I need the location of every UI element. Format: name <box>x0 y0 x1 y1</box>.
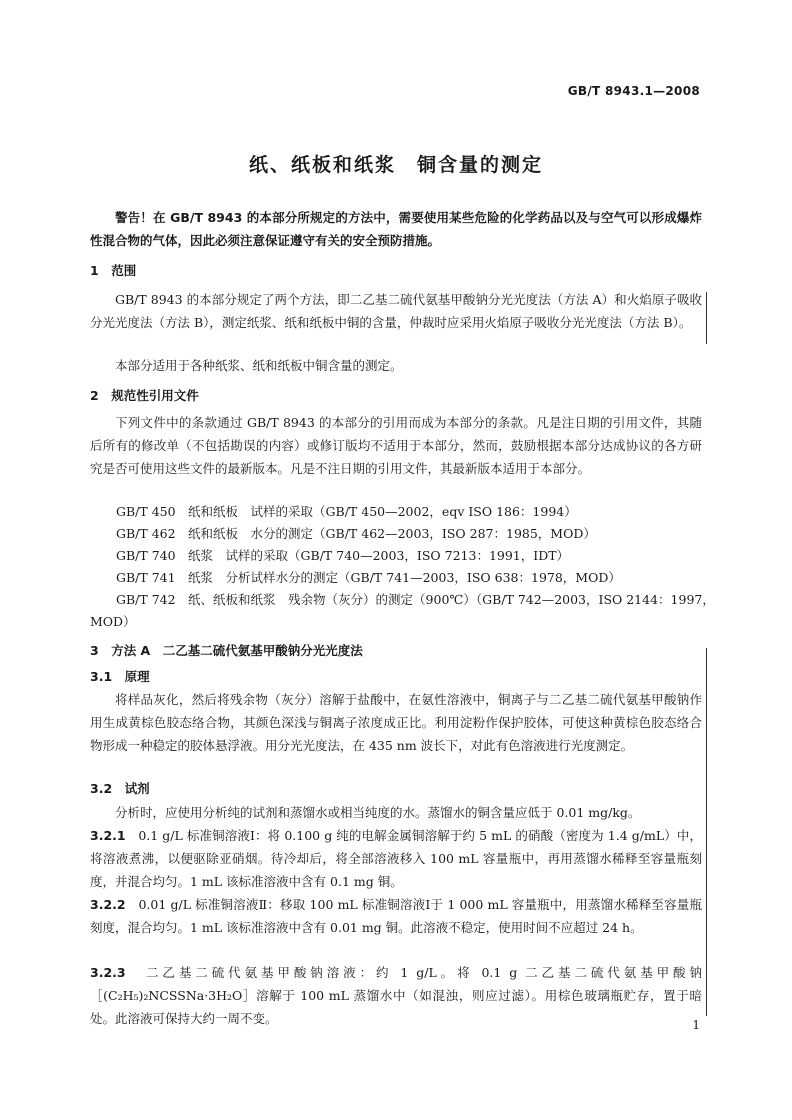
clause-number: 3.2.2 <box>90 897 126 912</box>
clause-text: 0.01 g/L 标准铜溶液Ⅱ：移取 100 mL 标准铜溶液Ⅰ于 1 000 mL 容量瓶中，用蒸馏水稀释至容量瓶刻度，混合均匀。1 mL 该标准溶液中含有 0.01 mg 铜。此溶液不稳定，使用时间不应超过 24 h。 <box>90 897 702 935</box>
page-number: 1 <box>692 1018 700 1032</box>
clause-number: 3.2.1 <box>90 828 126 843</box>
section-1-paragraph: GB/T 8943 的本部分规定了两个方法，即二乙基二硫代氨基甲酸钠分光光度法（方法 A）和火焰原子吸收分光光度法（方法 B），测定纸浆、纸和纸板中铜的含量，仲裁时应采用火焰原子吸收分光光度法（方法 B）。 <box>90 292 702 330</box>
document-code: GB/T 8943.1—2008 <box>567 84 700 98</box>
clause-3-2-3 <box>90 961 702 1030</box>
reference-item: GB/T 450 纸和纸板 试样的采取（GB/T 450—2002，eqv ISO 186：1994） <box>116 504 577 519</box>
clause-text: 二乙基二硫代氨基甲酸钠溶液：约 1 g/L。将 0.1 g 二乙基二硫代氨基甲酸钠［(C₂H₅)₂NCSSNa·3H₂O］溶解于 100 mL 蒸馏水中（如混浊，则应过滤）。用棕色玻璃瓶贮存，置于暗处。此溶液可保持大约一周不变。 <box>90 965 702 1026</box>
reference-item: GB/T 462 纸和纸板 水分的测定（GB/T 462—2003，ISO 287：1985，MOD） <box>116 526 596 541</box>
section-2-heading: 2 规范性引用文件 <box>90 388 199 403</box>
section-3-1-heading: 3.1 原理 <box>90 669 150 684</box>
reagents-paragraph: 分析时，应使用分析纯的试剂和蒸馏水或相当纯度的水。蒸馏水的铜含量应低于 0.01 mg/kg。 <box>115 805 641 820</box>
reference-item: GB/T 741 纸浆 分析试样水分的测定（GB/T 741—2003，ISO 638：1978，MOD） <box>116 570 621 585</box>
clause-text: 0.1 g/L 标准铜溶液Ⅰ：将 0.100 g 纯的电解金属铜溶解于约 5 mL 的硝酸（密度为 1.4 g/mL）中，将溶液煮沸，以便驱除亚硝烟。待冷却后，将全部溶液移入 100 mL 容量瓶中，再用蒸馏水稀释至容量瓶刻度，并混合均匀。1 mL 该标准溶液中含有 0.1 mg 铜。 <box>90 828 702 889</box>
section-3-2-heading: 3.2 试剂 <box>90 781 150 796</box>
clause-3-2-1 <box>90 824 702 893</box>
section-2-paragraph: 下列文件中的条款通过 GB/T 8943 的本部分的引用而成为本部分的条款。凡是注日期的引用文件，其随后所有的修改单（不包括勘误的内容）或修订版均不适用于本部分，然而，鼓励根据本部分达成协议的各方研究是否可使用这些文件的最新版本。凡是不注日期的引用文件，其最新版本适用于本部分。 <box>90 415 702 476</box>
change-bar <box>706 648 707 1016</box>
clause-3-2-2 <box>90 893 702 939</box>
principle-paragraph: 将样品灰化，然后将残余物（灰分）溶解于盐酸中，在氨性溶液中，铜离子与二乙基二硫代氨基甲酸钠作用生成黄棕色胶态络合物，其颜色深浅与铜离子浓度成正比。利用淀粉作保护胶体，可使这种黄棕色胶态络合物形成一种稳定的胶体悬浮液。用分光光度法，在 435 nm 波长下，对此有色溶液进行光度测定。 <box>90 692 702 753</box>
section-1-scope-paragraph: 本部分适用于各种纸浆、纸和纸板中铜含量的测定。 <box>115 358 403 373</box>
clause-number: 3.2.3 <box>90 965 126 980</box>
reference-item: GB/T 742 纸、纸板和纸浆 残余物（灰分）的测定（900℃）（GB/T 742—2003，ISO 2144：1997， <box>116 592 715 607</box>
section-3-heading: 3 方法 A 二乙基二硫代氨基甲酸钠分光光度法 <box>90 643 363 658</box>
change-bar <box>706 292 707 344</box>
reference-item: GB/T 740 纸浆 试样的采取（GB/T 740—2003，ISO 7213：1991，IDT） <box>116 548 570 563</box>
section-1-heading: 1 范围 <box>90 263 137 278</box>
page-title: 纸、纸板和纸浆 铜含量的测定 <box>248 154 543 176</box>
safety-warning: 警告！在 GB/T 8943 的本部分所规定的方法中，需要使用某些危险的化学药品以及与空气可以形成爆炸性混合物的气体，因此必须注意保证遵守有关的安全预防措施。 <box>90 210 702 248</box>
reference-item-continuation: MOD） <box>90 614 136 629</box>
